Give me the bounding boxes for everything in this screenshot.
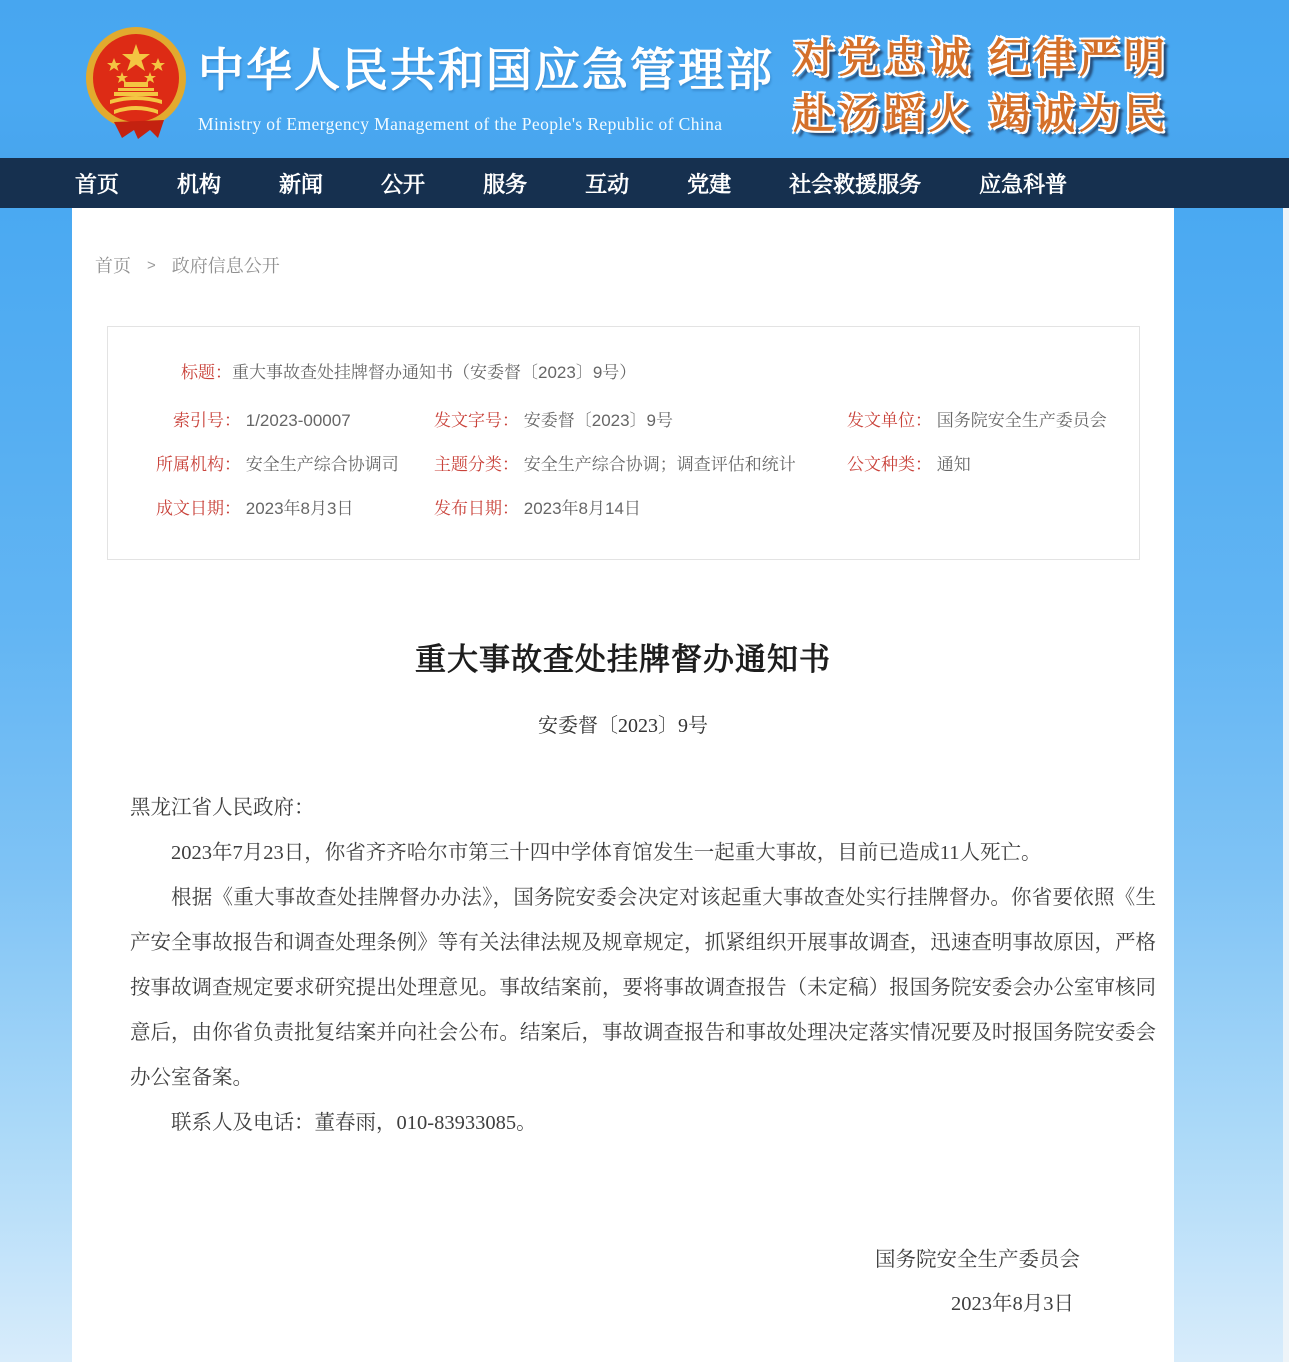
meta-written-date-value: 2023年8月3日: [245, 499, 354, 518]
meta-issuer-label: 发文单位：: [847, 411, 932, 430]
nav-item-open[interactable]: 公开: [381, 171, 426, 197]
meta-grid: [108, 401, 1139, 533]
nav-item-interact[interactable]: 互动: [585, 171, 630, 197]
main-area: [0, 208, 1289, 1362]
meta-doc-type-value: 通知: [936, 455, 971, 474]
document-number: 安委督〔2023〕9号: [538, 715, 708, 737]
site-subtitle: Ministry of Emergency Management of the People's Republic of China: [198, 114, 723, 134]
site-title: 中华人民共和国应急管理部: [198, 44, 774, 96]
meta-publish-date-label: 发布日期：: [434, 499, 519, 518]
meta-org: [108, 445, 434, 489]
meta-org-value: 安全生产综合协调司: [245, 455, 399, 474]
right-edge-strip: [1283, 208, 1289, 1362]
salutation: 黑龙江省人民政府：: [130, 797, 315, 819]
breadcrumb-current[interactable]: 政府信息公开: [171, 256, 280, 276]
meta-topic: [434, 445, 847, 489]
document-meta-box: [107, 326, 1140, 560]
paragraph-3: 联系人及电话：董春雨，010-83933085。: [171, 1112, 537, 1134]
breadcrumb-separator: >: [147, 256, 156, 274]
site-header: [0, 0, 1289, 158]
meta-doc-no-value: 安委督〔2023〕9号: [523, 411, 674, 430]
meta-written-date-label: 成文日期：: [156, 499, 241, 518]
meta-org-label: 所属机构：: [156, 455, 241, 474]
meta-doc-no: [434, 401, 847, 445]
nav-item-news[interactable]: 新闻: [279, 171, 324, 197]
nav-item-social-rescue[interactable]: 社会救援服务: [789, 171, 922, 197]
paragraph-2: 根据《重大事故查处挂牌督办办法》，国务院安委会决定对该起重大事故查处实行挂牌督办。你省要依照《生产安全事故报告和调查处理条例》等有关法律法规及规章规定，抓紧组织开展事故调查，迅速查明事故原因，严格按事故调查规定要求研究提出处理意见。事故结案前，要将事故调查报告（未定稿）报国务院安委会办公室审核同意后，由你省负责批复结案并向社会公布。结案后，事故调查报告和事故处理决定落实情况要及时报国务院安委会办公室备案。: [130, 887, 1156, 1089]
site-title-block: [198, 34, 798, 135]
slogan-line-2: 赴汤蹈火 竭诚为民: [793, 91, 1169, 137]
meta-row-title: [108, 357, 1139, 401]
meta-empty-cell: [847, 489, 1141, 533]
meta-publish-date-value: 2023年8月14日: [523, 499, 641, 518]
meta-doc-type-label: 公文种类：: [847, 455, 932, 474]
nav-item-home[interactable]: 首页: [75, 171, 120, 197]
content-panel: [72, 208, 1174, 1362]
meta-doc-no-label: 发文字号：: [434, 411, 519, 430]
signature-block: [72, 1238, 1174, 1326]
document-title: 重大事故查处挂牌督办通知书: [415, 642, 831, 677]
nav-item-org[interactable]: 机构: [177, 171, 222, 197]
main-nav: [0, 158, 1289, 208]
meta-doc-type: [847, 445, 1141, 489]
slogan-line-1: 对党忠诚 纪律严明: [793, 35, 1169, 81]
meta-topic-value: 安全生产综合协调；调查评估和统计: [523, 455, 796, 474]
meta-title-value: 重大事故查处挂牌督办通知书（安委督〔2023〕9号）: [232, 363, 637, 382]
breadcrumb-home[interactable]: 首页: [95, 256, 131, 276]
meta-index-no-label: 索引号：: [173, 411, 241, 430]
meta-written-date: [108, 489, 434, 533]
national-emblem-icon: [84, 26, 188, 140]
meta-index-no-value: 1/2023-00007: [245, 411, 351, 430]
nav-item-party[interactable]: 党建: [687, 171, 732, 197]
meta-index-no: [108, 401, 434, 445]
document-body: [72, 786, 1174, 1146]
meta-issuer: [847, 401, 1141, 445]
meta-publish-date: [434, 489, 847, 533]
meta-issuer-value: 国务院安全生产委员会: [936, 411, 1107, 430]
breadcrumb: [95, 252, 1174, 278]
signature-org: 国务院安全生产委员会: [875, 1249, 1080, 1271]
meta-topic-label: 主题分类：: [434, 455, 519, 474]
paragraph-1: 2023年7月23日，你省齐齐哈尔市第三十四中学体育馆发生一起重大事故，目前已造成11人死亡。: [171, 842, 1042, 864]
nav-item-services[interactable]: 服务: [483, 171, 528, 197]
nav-item-science[interactable]: 应急科普: [979, 171, 1068, 197]
meta-title-label: 标题：: [181, 363, 232, 382]
signature-date: 2023年8月3日: [951, 1293, 1074, 1315]
header-slogan: [794, 30, 1169, 142]
